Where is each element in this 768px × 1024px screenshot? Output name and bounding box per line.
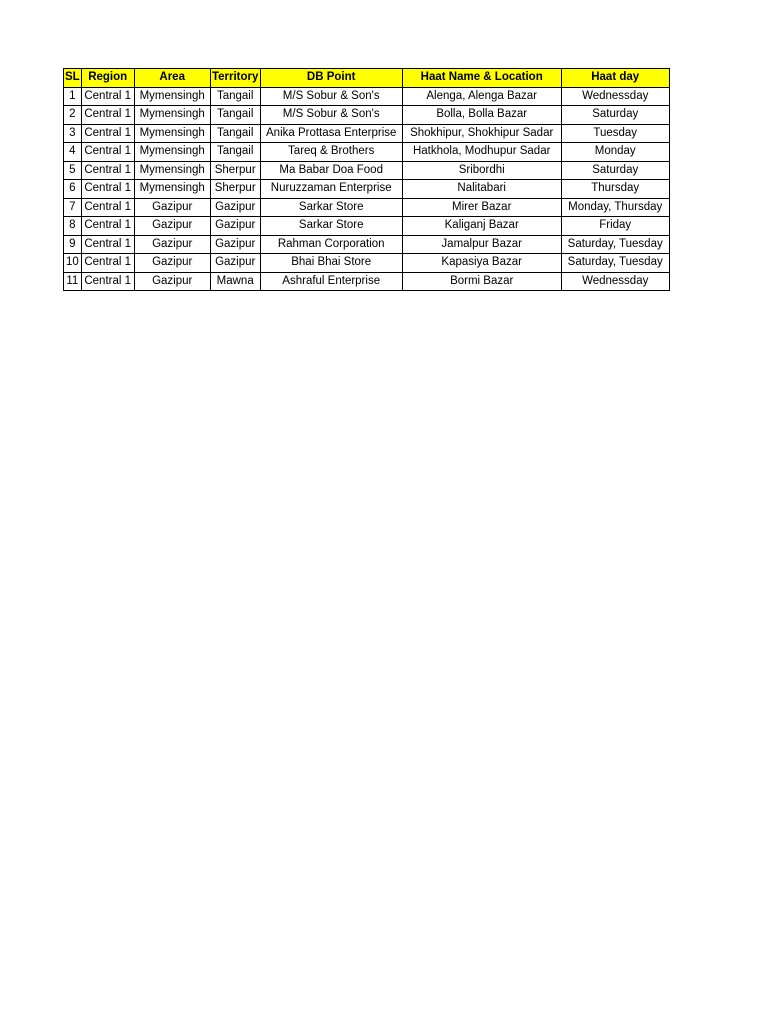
cell-db-point: Nuruzzaman Enterprise [260,180,402,199]
table-row [64,143,670,162]
table-body [64,87,670,291]
header-haat-name-location: Haat Name & Location [402,69,561,88]
cell-territory: Tangail [210,143,260,162]
cell-territory: Mawna [210,272,260,291]
header-sl: SL [64,69,82,88]
table-header-row [64,69,670,88]
cell-db-point: M/S Sobur & Son's [260,87,402,106]
table-row [64,217,670,236]
cell-haat-day: Wednessday [561,272,669,291]
header-territory: Territory [210,69,260,88]
cell-haat-name-location: Hatkhola, Modhupur Sadar [402,143,561,162]
cell-region: Central 1 [81,143,134,162]
cell-territory: Gazipur [210,254,260,273]
cell-haat-name-location: Sribordhi [402,161,561,180]
table-row [64,161,670,180]
cell-area: Mymensingh [134,143,210,162]
cell-db-point: Tareq & Brothers [260,143,402,162]
header-area: Area [134,69,210,88]
cell-haat-day: Saturday [561,106,669,125]
cell-area: Gazipur [134,198,210,217]
table-row [64,198,670,217]
cell-region: Central 1 [81,217,134,236]
cell-haat-day: Wednessday [561,87,669,106]
cell-sl: 5 [64,161,82,180]
cell-region: Central 1 [81,272,134,291]
cell-region: Central 1 [81,235,134,254]
table-row [64,272,670,291]
cell-haat-day: Monday, Thursday [561,198,669,217]
cell-haat-day: Saturday [561,161,669,180]
cell-haat-day: Saturday, Tuesday [561,235,669,254]
cell-region: Central 1 [81,254,134,273]
cell-region: Central 1 [81,180,134,199]
cell-haat-name-location: Kaliganj Bazar [402,217,561,236]
cell-sl: 9 [64,235,82,254]
header-db-point: DB Point [260,69,402,88]
cell-region: Central 1 [81,106,134,125]
cell-haat-name-location: Alenga, Alenga Bazar [402,87,561,106]
cell-territory: Sherpur [210,161,260,180]
cell-territory: Tangail [210,106,260,125]
table-row [64,254,670,273]
cell-db-point: Ashraful Enterprise [260,272,402,291]
table-row [64,235,670,254]
cell-haat-day: Thursday [561,180,669,199]
header-haat-day: Haat day [561,69,669,88]
cell-area: Mymensingh [134,124,210,143]
cell-haat-name-location: Mirer Bazar [402,198,561,217]
haat-schedule-table [63,68,670,291]
cell-db-point: Bhai Bhai Store [260,254,402,273]
cell-haat-day: Friday [561,217,669,236]
cell-sl: 2 [64,106,82,125]
table-row [64,180,670,199]
cell-area: Mymensingh [134,87,210,106]
cell-territory: Sherpur [210,180,260,199]
cell-sl: 7 [64,198,82,217]
cell-region: Central 1 [81,87,134,106]
cell-sl: 4 [64,143,82,162]
cell-db-point: Sarkar Store [260,198,402,217]
cell-sl: 3 [64,124,82,143]
cell-haat-day: Monday [561,143,669,162]
table-row [64,106,670,125]
cell-area: Mymensingh [134,161,210,180]
cell-haat-day: Tuesday [561,124,669,143]
cell-region: Central 1 [81,124,134,143]
cell-db-point: Ma Babar Doa Food [260,161,402,180]
cell-sl: 6 [64,180,82,199]
cell-db-point: M/S Sobur & Son's [260,106,402,125]
cell-territory: Tangail [210,87,260,106]
cell-db-point: Anika Prottasa Enterprise [260,124,402,143]
spreadsheet-page [63,68,670,291]
cell-area: Mymensingh [134,106,210,125]
cell-territory: Tangail [210,124,260,143]
cell-haat-day: Saturday, Tuesday [561,254,669,273]
cell-territory: Gazipur [210,235,260,254]
header-region: Region [81,69,134,88]
cell-sl: 11 [64,272,82,291]
cell-territory: Gazipur [210,217,260,236]
cell-db-point: Sarkar Store [260,217,402,236]
cell-haat-name-location: Kapasiya Bazar [402,254,561,273]
cell-territory: Gazipur [210,198,260,217]
cell-haat-name-location: Bolla, Bolla Bazar [402,106,561,125]
table-row [64,87,670,106]
cell-sl: 10 [64,254,82,273]
cell-region: Central 1 [81,161,134,180]
cell-region: Central 1 [81,198,134,217]
cell-haat-name-location: Nalitabari [402,180,561,199]
cell-haat-name-location: Jamalpur Bazar [402,235,561,254]
cell-area: Gazipur [134,217,210,236]
table-row [64,124,670,143]
cell-sl: 1 [64,87,82,106]
cell-db-point: Rahman Corporation [260,235,402,254]
cell-area: Gazipur [134,235,210,254]
cell-haat-name-location: Shokhipur, Shokhipur Sadar [402,124,561,143]
cell-haat-name-location: Bormi Bazar [402,272,561,291]
cell-area: Gazipur [134,272,210,291]
cell-area: Mymensingh [134,180,210,199]
cell-sl: 8 [64,217,82,236]
cell-area: Gazipur [134,254,210,273]
